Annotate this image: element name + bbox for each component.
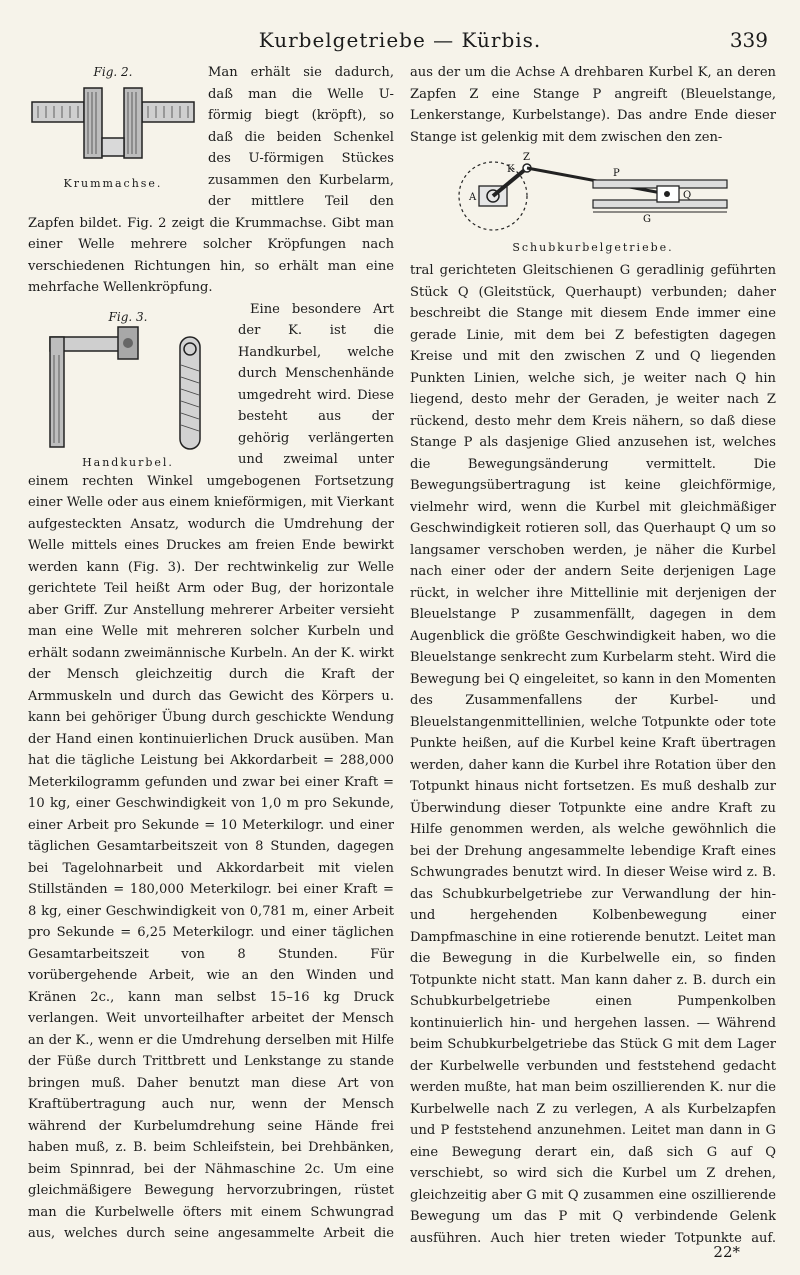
figure-letter-z: Z [523,152,530,163]
figure-label: Fig. 2. [93,65,133,79]
figure-letter-k: K [507,164,515,175]
right-column [410,62,776,1247]
page-number: 339 [729,28,768,52]
figure-handkurbel [28,309,228,471]
figure-schubkurbelgetriebe [410,150,776,256]
figure-caption: Krummachse. [63,177,163,190]
schubkurbelgetriebe-drawing [443,150,743,240]
paragraph: Man erhält sie dadurch, daß man die Welle U-förmig biegt (kröpft), so daß die beiden Schenkel des U-förmigen Stückes zusammen den Kurbelarm, der mittlere Teil den Zapfen bildet. Fig. 2 zeigt die Krummachse. Gibt man einer Welle mehrere solcher Kröpfungen nach verschiedenen Richtungen hin, so erhält man eine mehrfache Wellenkröpfung. [28,65,394,295]
figure-letter-a: A [469,192,477,203]
paragraph: aus der um die Achse A drehbaren Kurbel K, an deren Zapfen Z eine Stange P angreift (Bleuelstange, Lenkerstange, Kurbelstange). Das andre Ende dieser Stange ist gelenkig mit dem zwischen den zen- [410,65,776,145]
left-column [28,62,394,1247]
page-header [26,26,774,58]
figure-caption: Handkurbel. [82,455,174,469]
signature-mark: 22* [713,1243,740,1261]
figure-krummachse [28,64,198,192]
figure-letter-q: Q [683,190,692,201]
figure-letter-p: P [613,168,620,179]
paragraph: Eine besondere Art der K. ist die Handkurbel, welche durch Menschenhände umgedreht wird. Diese besteht aus der gehörig verlängerten und zweimal unter einem rechten Winkel umgebogenen Fortsetzung einer Welle oder aus einem knieförmigen, mit Vierkant aufgesteckten Ansatz, wodurch die Umdrehung der Welle mittels eines Druckes am freien Ende bewirkt werden kann (Fig. 3). Der rechtwinkelig zur Welle gerichtete Teil heißt Arm oder Bug, der horizontale aber Griff. Zur Anstellung mehrerer Arbeiter versieht man eine Welle mit mehreren solcher Kurbeln und erhält sodann zweimännische Kurbeln. An der K. wirkt der Mensch gleichzeitig durch die Kraft der Armmuskeln und durch das Gewicht des Körpers u. kann bei gehöriger Übung durch geschickte Wendung der Hand einen kontinuierlichen Druck ausüben. Man hat die tägliche Leistung bei Akkordarbeit = 288,000 Meterkilogramm gefunden und zwar bei einer Kraft = 10 kg, einer Geschwindigkeit von 1,0 m pro Sekunde, einer Arbeit pro Sekunde = 10 Meterkilogr. und einer täglichen Gesamtarbeitszeit von 8 Stunden, dagegen bei Tagelohnarbeit und Akkordarbeit mit vielen Stillständen = 180,000 Meterkilogr. bei einer Kraft = 8 kg, einer Geschwindigkeit von 0,781 m, einer Arbeit pro Sekunde = 6,25 Meterkilogr. und einer täglichen Gesamtarbeitszeit von 8 Stunden. Für vorübergehende Arbeit, wie an den Winden und Kränen 2c., kann man selbst 15–16 kg Druck verlangen. Weit unvorteilhafter arbeitet der Mensch an der K., wenn er die Umdrehung derselben mit Hilfe der Füße durch Trittbrett und Lenkstange zu stande bringen muß. Daher benutzt man diese Art von Kraftübertragung auch nur, wenn der Mensch während der Kurbelumdrehung seine Hände frei haben muß, z. B. beim Schleifstein, bei Drehbänken, beim Spinnrad, bei der Nähmaschine 2c. Um eine gleichmäßigere Bewegung hervorzubringen, rüstet man die Kurbelwelle öfters mit einem Schwungrad aus, welches durch seine angesammelte Arbeit die [28,301,394,1241]
figure-caption: Schubkurbelgetriebe. [512,241,674,254]
krummachse-drawing [30,80,196,176]
figure-label: Fig. 3. [108,309,148,324]
figure-letter-g: G [643,214,651,225]
running-title: Kurbelgetriebe — Kürbis. [258,28,542,52]
paragraph: tral gerichteten Gleitschienen G geradlinig geführten Stück Q (Gleitstück, Querhaupt) verbunden; daher beschreibt die Stange mit diesem Ende immer eine gerade Linie, mit dem bei Z befestigten dagegen Kreise und mit den zwischen Z und Q liegenden Punkten Linien, welche sich, je weiter nach Q hin liegend, desto mehr der Geraden, je weiter nach Z rückend, desto mehr dem Kreis nähern, so daß diese Stange P als dasjenige Glied anzusehen ist, welches die Bewegungsänderung vermittelt. Die Bewegungsübertragung ist keine gleichförmige, vielmehr wird, wenn die Kurbel mit gleichmäßiger Geschwindigkeit rotieren soll, das Querhaupt Q um so langsamer verschoben werden, je näher die Kurbel nach einer oder der andern Seite derjenigen Lage rückt, in welcher ihre Mittellinie mit derjenigen der Bleuelstange P zusammenfällt, dagegen in dem Augenblick die größte Geschwindigkeit haben, wo die Bleuelstange senkrecht zum Kurbelarm steht. Wird die Bewegung bei Q eingeleitet, so kann in den Momenten des Zusammenfallens der Kurbel- und Bleuelstangenmittellinien, welche Totpunkte oder tote Punkte heißen, auf die Kurbel keine Kraft übertragen werden, daher kann die Kurbel ihre Rotation über den Totpunkt hinaus nicht fortsetzen. Es muß deshalb zur Überwindung dieser Totpunkte eine andre Kraft zu Hilfe genommen werden, als welche gewöhnlich die bei der Drehung angesammelte lebendige Kraft eines Schwungrades benutzt wird. In dieser Weise wird z. B. das Schubkurbelgetriebe zur Verwandlung der hin- und hergehenden Kolbenbewegung einer Dampfmaschine in eine rotierende benutzt. Leitet man die Bewegung in die Kurbelwelle ein, so finden Totpunkte nicht statt. Man kann daher z. B. durch ein Schubkurbelgetriebe einen Pumpenkolben kontinuierlich hin- und hergehen lassen. — Während beim Schubkurbelgetriebe das Stück G mit dem Lager der Kurbelwelle verbunden und feststehend gedacht werden mußte, hat man beim oszillierenden K. nur die Kurbelwelle nach Z zu verlegen, A als Kurbelzapfen und P feststehend anzunehmen. Leitet man dann in G eine Bewegung derart ein, daß sich G auf Q verschiebt, so wird sich die Kurbel um Z drehen, gleichzeitig aber G mit Q zusammen eine oszillierende Bewegung um das P mit Q verbindende Gelenk ausführen. Auch hier treten wieder Totpunkte auf. [410,263,776,1246]
handkurbel-drawing [30,325,226,455]
